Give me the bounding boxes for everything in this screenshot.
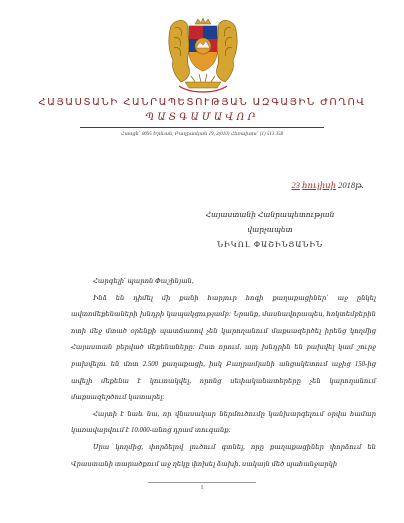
letter-body — [71, 274, 376, 473]
addressee-block — [160, 207, 380, 252]
body-paragraph: Սրա կողմից, փորձելով լուծում գտնել, որը քաղաքացիներ փորձում են Վրաստանի տարածքում աջ ղեկը փոխել ձախի, սակայն մեծ պահանջարկի — [71, 443, 376, 468]
body-paragraph: Ինձ են դիմել մի քանի հարյուր հոգի քաղաքացիներ՝ աջ ընկել ավտոմեքենաների խնդրի կապակցությամբ: Նրանք, մասնավորապես, հոկտեմբերին ոտի մեջ մտած օրենքի պատճառով չեն կարողանում մաքսազերծել իրենց կողմից Հայաստան բերված մեքենաները: Ըստ որում, այդ խնդրին են բախվել կամ շուրջ բախվելու են մոտ 2.500 քաղաքացի, իսկ Բաղրամյանի անցակետում աջից 150-ից ավելի մեքենա է կուտակվել, որոնց սեփականատերերը չեն կարողանում մաքսազերծում կատարել: — [71, 294, 376, 402]
date-month: հուլիսի — [302, 180, 337, 190]
armenian-coat-of-arms-icon — [165, 16, 241, 94]
addressee-line-1: Հայաստանի Հանրապետության — [205, 210, 335, 219]
addressee-line-2: վարչապետ — [247, 225, 293, 234]
body-paragraph: Հայտի է նաև նա, որ վնասակար ներմուծումը կանխարգելում օրվա համար կառավարվում է 10.000-անոց դրամ տուգանք: — [71, 410, 376, 435]
page-number: 1 — [200, 485, 204, 491]
header-address: Հասցե՝ 0095 Երևան, Բաղրամյան 19, 2(010) Հեռախոս՝ (1) 513 358 — [120, 132, 284, 137]
organization-name: ՀԱՅԱՍՏԱՆԻ ՀԱՆՐԱՊԵՏՈՒԹՅԱՆ ԱԶԳԱՅԻՆ ԺՈՂՈՎ — [38, 97, 366, 108]
footer-divider — [148, 482, 256, 483]
date-day: 23 — [291, 180, 300, 190]
date-year: 2018թ. — [338, 180, 364, 190]
letter-date — [292, 180, 365, 191]
greeting: Հարգելի՛ պարոն Փաշինյան, — [93, 278, 194, 285]
header-divider — [80, 127, 324, 128]
addressee-name: ՆԻԿՈԼ ՓԱՇԻՆՅԱՆԻՆ — [216, 240, 324, 249]
organization-subtitle: ՊԱՏԳԱՄԱՎՈՐ — [145, 112, 259, 123]
